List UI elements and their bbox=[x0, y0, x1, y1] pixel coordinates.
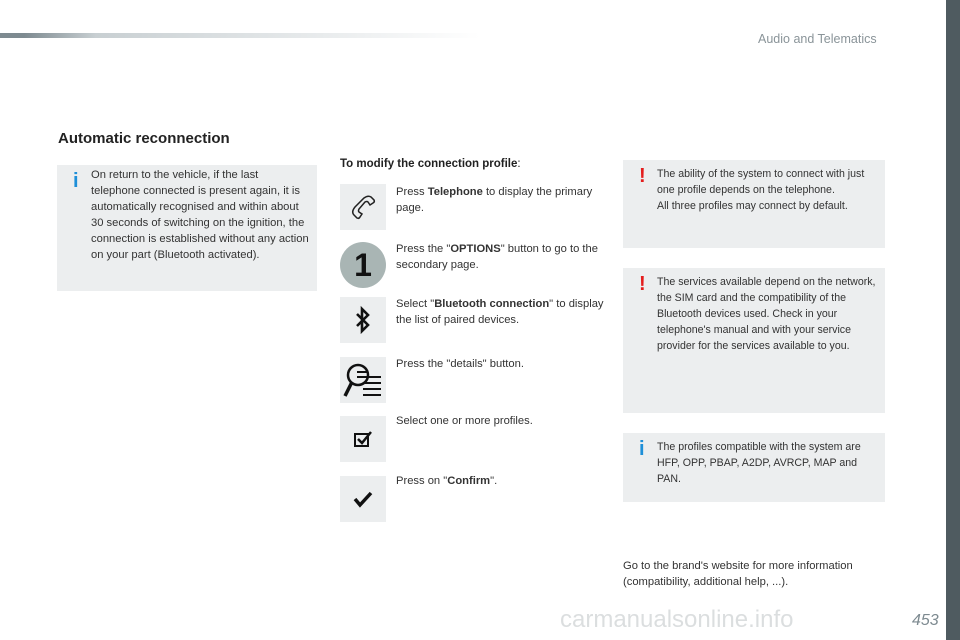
info-icon: i bbox=[73, 170, 79, 192]
step-5-text: Select one or more profiles. bbox=[396, 415, 533, 427]
info-note-profiles bbox=[623, 433, 885, 502]
note-text: The services available depend on the network, the SIM card and the compatibility of the Bluetooth devices used. Check in your telephone's manual and with your service provider for the services available to you. bbox=[657, 276, 876, 352]
watermark: carmanualsonline.info bbox=[560, 606, 794, 633]
info-icon: i bbox=[639, 438, 645, 460]
step-1-text: Press Telephone to display the primary page. bbox=[396, 186, 593, 214]
warning-icon: ! bbox=[639, 165, 646, 187]
footer-text: Go to the brand's website for more information (compatibility, additional help, ...). bbox=[623, 560, 853, 588]
details-search-icon bbox=[340, 357, 386, 403]
step-3-text: Select "Bluetooth connection" to display the list of paired devices. bbox=[396, 298, 604, 326]
warning-note-services bbox=[623, 268, 885, 413]
checkbox-icon bbox=[340, 416, 386, 462]
note-text: The profiles compatible with the system are HFP, OPP, PBAP, A2DP, AVRCP, MAP and PAN. bbox=[657, 441, 861, 485]
page-title: Automatic reconnection bbox=[58, 130, 230, 147]
number-1-icon: 1 bbox=[340, 242, 386, 288]
step-6-text: Press on "Confirm". bbox=[396, 475, 498, 487]
warning-note-profile bbox=[623, 160, 885, 248]
procedure-heading: To modify the connection profile: bbox=[340, 158, 521, 170]
page-edge-tab bbox=[946, 0, 960, 640]
info-box bbox=[57, 165, 317, 291]
section-title: Audio and Telematics bbox=[758, 32, 877, 46]
checkmark-icon bbox=[340, 476, 386, 522]
header-rule bbox=[0, 33, 480, 38]
warning-icon: ! bbox=[639, 273, 646, 295]
step-2-text: Press the "OPTIONS" button to go to the secondary page. bbox=[396, 243, 598, 271]
note-text: The ability of the system to connect with just one profile depends on the telephone. All three profiles may connect by default. bbox=[657, 168, 865, 212]
info-box-text: On return to the vehicle, if the last telephone connected is present again, it is automatically recognised and within about 30 seconds of switching on the ignition, the connection is established without any action on your part (Bluetooth activated). bbox=[91, 169, 309, 261]
page-number: 453 bbox=[912, 612, 939, 629]
step-4-text: Press the "details" button. bbox=[396, 358, 524, 370]
telephone-icon bbox=[340, 184, 386, 230]
bluetooth-icon bbox=[340, 297, 386, 343]
